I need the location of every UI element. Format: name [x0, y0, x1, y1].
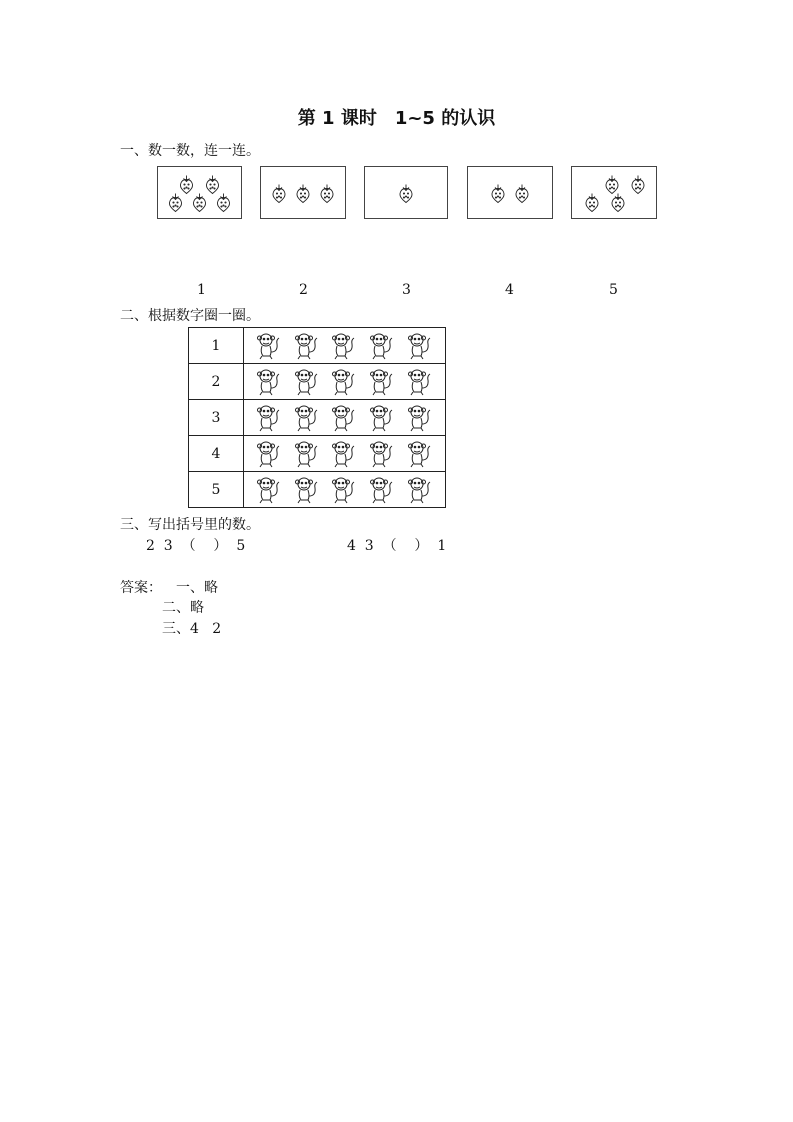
table-row: [189, 400, 446, 436]
row-number: 1: [189, 328, 244, 364]
monkey-icon: [407, 368, 433, 396]
monkey-icon: [256, 476, 282, 504]
strawberry-box-5: [571, 166, 657, 219]
monkey-icon: [294, 368, 320, 396]
row-number: 3: [189, 400, 244, 436]
strawberry-box-4: [467, 166, 553, 219]
answer-3: 三、4 2: [162, 621, 222, 637]
monkey-icon: [407, 440, 433, 468]
monkey-cell[interactable]: [244, 328, 446, 364]
strawberry-icon: [261, 167, 345, 218]
monkey-icon: [369, 440, 395, 468]
monkey-icon: [256, 440, 282, 468]
monkey-icon: [294, 332, 320, 360]
monkey-icon: [331, 332, 357, 360]
monkey-cell[interactable]: [244, 436, 446, 472]
table-row: [189, 328, 446, 364]
strawberry-icon: [365, 167, 447, 218]
strawberry-box-1: [157, 166, 242, 219]
monkey-icon: [294, 440, 320, 468]
number-3: 3: [402, 282, 411, 298]
monkey-table: [188, 327, 446, 508]
monkey-icon: [369, 476, 395, 504]
table-row: [189, 436, 446, 472]
strawberry-box-2: [260, 166, 346, 219]
monkey-icon: [294, 404, 320, 432]
section3-heading: 三、写出括号里的数。: [120, 517, 260, 533]
answers-label: 答案：: [120, 580, 162, 596]
number-4: 4: [505, 282, 514, 298]
monkey-icon: [369, 368, 395, 396]
monkey-icon: [256, 332, 282, 360]
answer-2: 二、略: [162, 600, 204, 616]
strawberry-icon: [158, 167, 241, 218]
monkey-icon: [369, 332, 395, 360]
section1-heading: 一、数一数，连一连。: [120, 143, 260, 159]
number-1: 1: [197, 282, 206, 298]
monkey-icon: [331, 368, 357, 396]
monkey-icon: [407, 476, 433, 504]
table-row: [189, 472, 446, 508]
row-number: 4: [189, 436, 244, 472]
monkey-cell[interactable]: [244, 472, 446, 508]
strawberry-icon: [468, 167, 552, 218]
table-row: [189, 364, 446, 400]
number-2: 2: [299, 282, 308, 298]
monkey-icon: [331, 404, 357, 432]
strawberry-icon: [572, 167, 656, 218]
monkey-icon: [407, 404, 433, 432]
section2-heading: 二、根据数字圈一圈。: [120, 308, 260, 324]
monkey-icon: [294, 476, 320, 504]
monkey-icon: [369, 404, 395, 432]
page-title: 第 1 课时 1~5 的认识: [297, 108, 496, 129]
sequence-1: 2 3 （ ） 5: [146, 538, 246, 554]
sequence-2: 4 3 （ ） 1: [347, 538, 447, 554]
monkey-cell[interactable]: [244, 400, 446, 436]
monkey-cell[interactable]: [244, 364, 446, 400]
answer-1: 一、略: [176, 580, 218, 596]
row-number: 2: [189, 364, 244, 400]
monkey-icon: [331, 440, 357, 468]
row-number: 5: [189, 472, 244, 508]
monkey-icon: [256, 368, 282, 396]
monkey-icon: [331, 476, 357, 504]
monkey-icon: [407, 332, 433, 360]
strawberry-box-3: [364, 166, 448, 219]
number-5: 5: [609, 282, 618, 298]
monkey-icon: [256, 404, 282, 432]
